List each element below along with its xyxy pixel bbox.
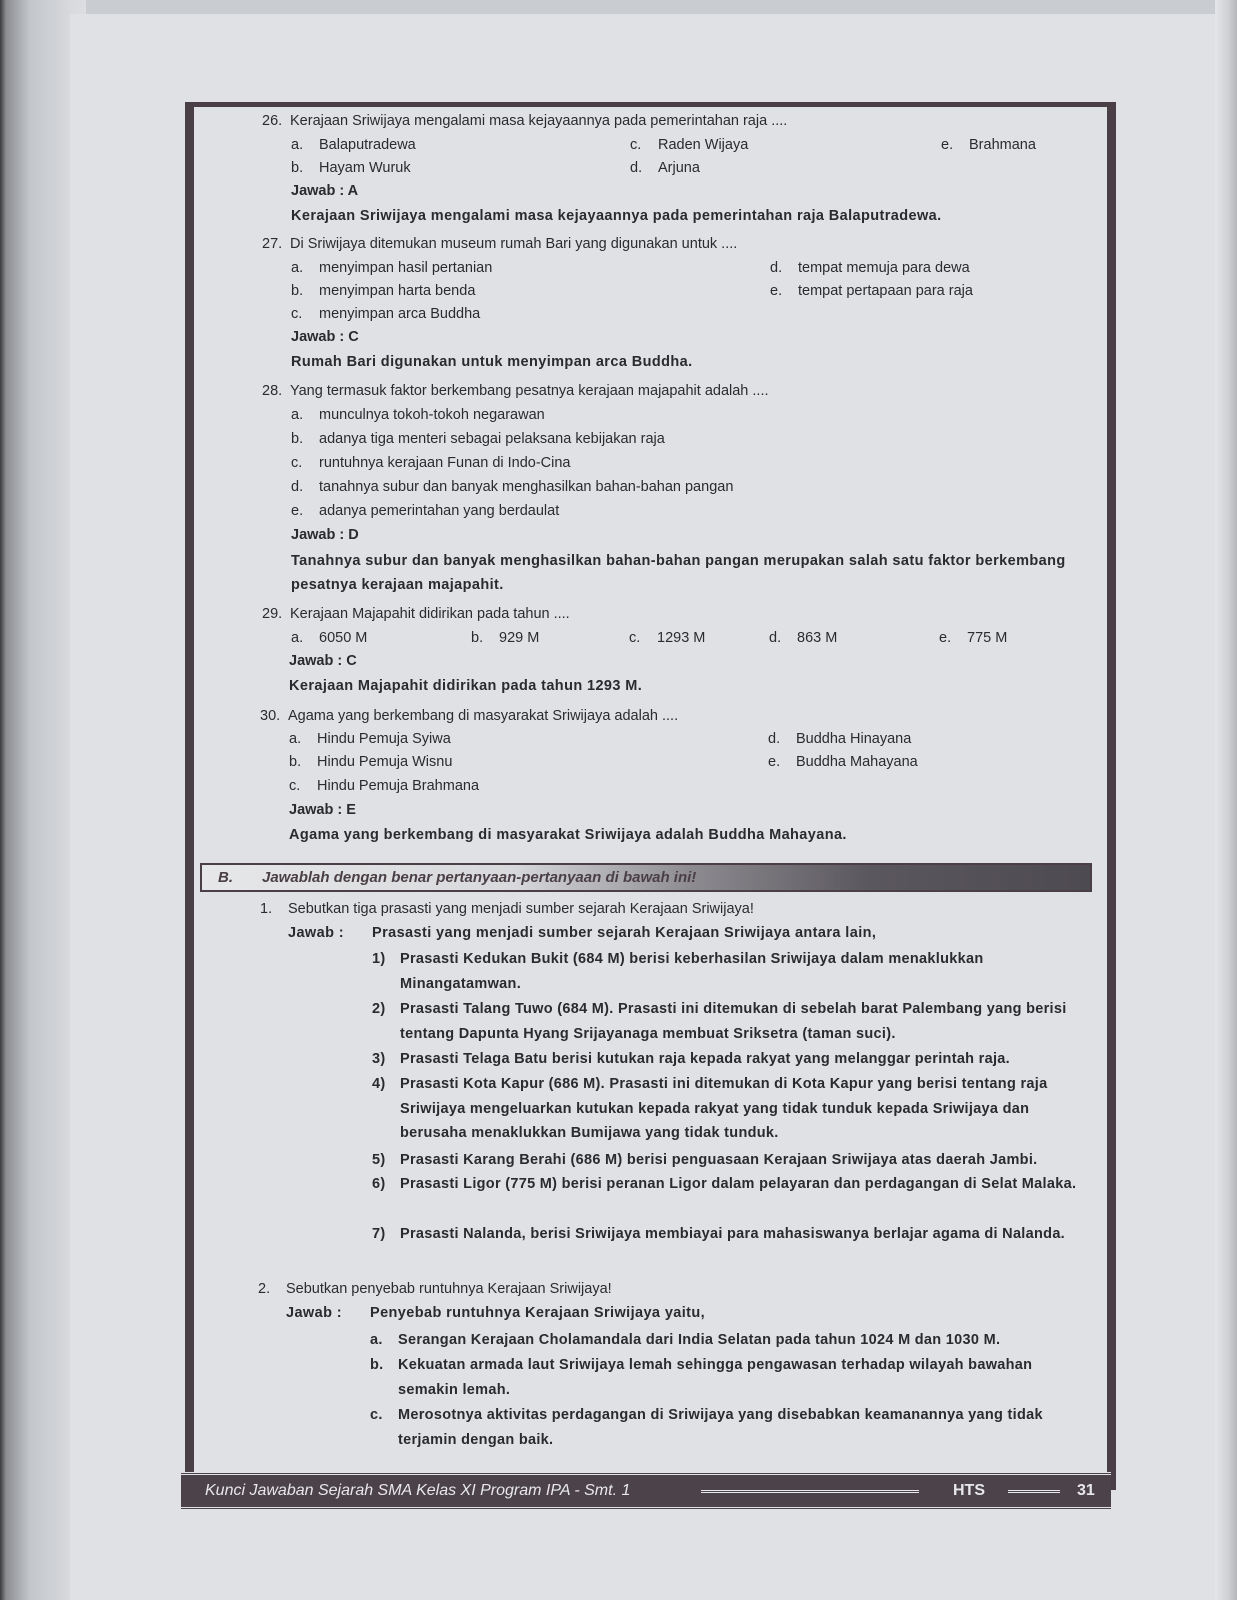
page-right-edge: [1215, 0, 1237, 1600]
option-text: menyimpan arca Buddha: [319, 306, 481, 322]
list-item-text: Prasasti Kota Kapur (686 M). Prasasti ini ditemukan di Kota Kapur yang berisi tentang raja Sriwijaya mengeluarkan kutukan kepada rakyat yang tidak tunduk kepada Sriwijaya dan berusaha menaklukkan Bumijawa yang tidak tunduk.: [400, 1076, 1048, 1141]
essay-question-2: [258, 1278, 612, 1301]
list-item-number: 4): [372, 1076, 386, 1092]
option-letter: a.: [289, 731, 302, 747]
list-item-number: b.: [370, 1357, 384, 1373]
option-text: Buddha Mahayana: [796, 754, 918, 770]
list-item-text: Prasasti Nalanda, berisi Sriwijaya membiayai para mahasiswanya berlajar agama di Nalanda.: [400, 1226, 1066, 1242]
list-item: [372, 947, 1094, 996]
list-item: [372, 1047, 1094, 1072]
answer-explanation: Tanahnya subur dan banyak menghasilkan bahan-bahan pangan merupakan salah satu faktor berkembang pesatnya kerajaan majapahit.: [291, 553, 1066, 593]
option-text: Hindu Pemuja Wisnu: [317, 754, 453, 770]
option-text: tempat pertapaan para raja: [798, 283, 973, 299]
list-item-text: Prasasti Telaga Batu berisi kutukan raja kepada rakyat yang melanggar perintah raja.: [400, 1051, 1010, 1067]
option-letter: b.: [289, 754, 302, 770]
footer-rule: [701, 1490, 919, 1493]
section-b-header: [200, 863, 1092, 892]
option-text: Brahmana: [969, 137, 1036, 153]
option-letter: d.: [768, 731, 781, 747]
option-text: tanahnya subur dan banyak menghasilkan bahan-bahan pangan: [319, 479, 734, 495]
option-letter: d.: [769, 630, 782, 646]
option-text: runtuhnya kerajaan Funan di Indo-Cina: [319, 455, 571, 471]
answer-key: Jawab : D: [291, 527, 359, 543]
option: [291, 476, 733, 499]
option: [629, 627, 705, 650]
option: [768, 751, 918, 774]
list-item-text: Prasasti Talang Tuwo (684 M). Prasasti ini ditemukan di sebelah barat Palembang yang berisi tentang Dapunta Hyang Srijayanaga membuat Sriksetra (taman suci).: [400, 1001, 1067, 1042]
option-letter: e.: [770, 283, 783, 299]
section-title: Jawablah dengan benar pertanyaan-pertanyaan di bawah ini!: [262, 869, 697, 886]
list-item: [372, 1148, 1094, 1173]
option-letter: e.: [941, 137, 954, 153]
option: [768, 728, 911, 751]
list-item-number: 1): [372, 951, 386, 967]
option: [939, 627, 1007, 650]
list-item: [370, 1328, 1092, 1353]
option-letter: b.: [471, 630, 484, 646]
option-letter: b.: [291, 431, 304, 447]
option-text: Raden Wijaya: [658, 137, 749, 153]
footer-book-title: Kunci Jawaban Sejarah SMA Kelas XI Program IPA - Smt. 1: [205, 1482, 631, 1499]
option-letter: c.: [289, 778, 301, 794]
answer-explanation: Kerajaan Majapahit didirikan pada tahun 1293 M.: [289, 678, 643, 694]
essay-question-1: [260, 898, 754, 921]
question-text: Kerajaan Majapahit didirikan pada tahun ....: [290, 606, 570, 622]
option-letter: d.: [770, 260, 783, 276]
answer-key: Jawab : E: [289, 802, 356, 818]
page-footer: [181, 1472, 1111, 1510]
option-letter: b.: [291, 160, 304, 176]
option: [291, 134, 416, 157]
question-28: [262, 380, 769, 403]
section-letter: B.: [218, 869, 233, 886]
question-text: Agama yang berkembang di masyarakat Sriwijaya adalah ....: [288, 708, 679, 724]
question-number: 29.: [262, 606, 283, 622]
question-number: 28.: [262, 383, 283, 399]
option: [291, 157, 411, 180]
list-item-text: Serangan Kerajaan Cholamandala dari India Selatan pada tahun 1024 M dan 1030 M.: [398, 1332, 1001, 1348]
option-text: 863 M: [797, 630, 838, 646]
question-number: 2.: [258, 1281, 271, 1297]
question-text: Sebutkan penyebab runtuhnya Kerajaan Sriwijaya!: [286, 1281, 612, 1297]
option-text: 929 M: [499, 630, 540, 646]
list-item-text: Prasasti Ligor (775 M) berisi peranan Ligor dalam pelayaran dan perdagangan di Selat Malaka.: [400, 1176, 1077, 1192]
list-item-text: Kekuatan armada laut Sriwijaya lemah sehingga pengawasan terhadap wilayah bawahan semakin lemah.: [398, 1357, 1033, 1398]
question-number: 1.: [260, 901, 273, 917]
footer-brand: HTS: [953, 1482, 985, 1499]
option: [289, 775, 479, 798]
option-letter: e.: [768, 754, 781, 770]
option: [291, 500, 559, 523]
option-text: tempat memuja para dewa: [798, 260, 970, 276]
option-letter: a.: [291, 630, 304, 646]
option-text: adanya tiga menteri sebagai pelaksana kebijakan raja: [319, 431, 665, 447]
answer-label: Jawab :: [288, 925, 344, 941]
option-text: adanya pemerintahan yang berdaulat: [319, 503, 560, 519]
option: [941, 134, 1036, 157]
option-text: Hayam Wuruk: [319, 160, 411, 176]
list-item-number: a.: [370, 1332, 383, 1348]
question-text: Sebutkan tiga prasasti yang menjadi sumber sejarah Kerajaan Sriwijaya!: [288, 901, 754, 917]
option: [769, 627, 837, 650]
option: [630, 134, 748, 157]
answer-key: Jawab : C: [289, 653, 357, 669]
question-number: 27.: [262, 236, 283, 252]
option-letter: a.: [291, 407, 304, 423]
list-item-number: 5): [372, 1152, 386, 1168]
question-number: 26.: [262, 113, 283, 129]
option-text: Buddha Hinayana: [796, 731, 912, 747]
option-letter: c.: [291, 306, 303, 322]
option-text: menyimpan harta benda: [319, 283, 476, 299]
option-letter: a.: [291, 260, 304, 276]
option-letter: e.: [939, 630, 952, 646]
option-text: 6050 M: [319, 630, 368, 646]
option: [289, 751, 452, 774]
question-text: Kerajaan Sriwijaya mengalami masa kejayaannya pada pemerintahan raja ....: [290, 113, 788, 129]
option: [289, 728, 451, 751]
option-letter: d.: [291, 479, 304, 495]
option: [770, 280, 973, 303]
answer-label: Jawab :: [286, 1305, 342, 1321]
question-number: 30.: [260, 708, 281, 724]
list-item: [372, 1172, 1094, 1221]
option: [630, 157, 700, 180]
list-item-number: 2): [372, 1001, 386, 1017]
option: [291, 627, 367, 650]
list-item: [372, 1222, 1094, 1271]
question-29: [262, 603, 570, 626]
list-item-number: 6): [372, 1176, 386, 1192]
question-27: [262, 233, 737, 256]
option-letter: a.: [291, 137, 304, 153]
option-letter: e.: [291, 503, 304, 519]
option: [291, 257, 492, 280]
option-text: menyimpan hasil pertanian: [319, 260, 493, 276]
option-letter: c.: [629, 630, 641, 646]
option-letter: b.: [291, 283, 304, 299]
option-text: 1293 M: [657, 630, 706, 646]
footer-rule: [1008, 1490, 1060, 1493]
option-text: Hindu Pemuja Brahmana: [317, 778, 480, 794]
option-letter: c.: [291, 455, 303, 471]
list-item-number: c.: [370, 1407, 383, 1423]
answer-explanation: Kerajaan Sriwijaya mengalami masa kejayaannya pada pemerintahan raja Balaputradewa.: [291, 208, 942, 224]
answer-key: Jawab : A: [291, 183, 359, 199]
option-text: munculnya tokoh-tokoh negarawan: [319, 407, 545, 423]
option: [291, 428, 665, 451]
answer-explanation: Rumah Bari digunakan untuk menyimpan arca Buddha.: [291, 354, 693, 370]
option-text: Hindu Pemuja Syiwa: [317, 731, 451, 747]
list-item-number: 7): [372, 1226, 386, 1242]
option: [291, 303, 480, 326]
option-letter: d.: [630, 160, 643, 176]
list-item: [372, 1072, 1094, 1146]
page-number: 31: [1077, 1482, 1095, 1499]
list-item: [370, 1403, 1092, 1452]
list-item-number: 3): [372, 1051, 386, 1067]
question-text: Yang termasuk faktor berkembang pesatnya kerajaan majapahit adalah ....: [290, 383, 769, 399]
list-item: [370, 1353, 1092, 1402]
question-text: Di Sriwijaya ditemukan museum rumah Bari yang digunakan untuk ....: [290, 236, 738, 252]
option: [770, 257, 970, 280]
option: [291, 452, 571, 475]
option: [291, 404, 545, 427]
option: [291, 280, 475, 303]
answer-intro: Penyebab runtuhnya Kerajaan Sriwijaya yaitu,: [370, 1305, 706, 1321]
option-letter: c.: [630, 137, 642, 153]
question-26: [262, 110, 787, 133]
option: [471, 627, 539, 650]
option-text: Balaputradewa: [319, 137, 416, 153]
list-item-text: Prasasti Karang Berahi (686 M) berisi penguasaan Kerajaan Sriwijaya atas daerah Jambi.: [400, 1152, 1038, 1168]
option-text: 775 M: [967, 630, 1008, 646]
question-30: [260, 705, 678, 728]
list-item: [372, 997, 1094, 1046]
answer-key: Jawab : C: [291, 329, 359, 345]
answer-intro: Prasasti yang menjadi sumber sejarah Kerajaan Sriwijaya antara lain,: [372, 925, 877, 941]
answer-explanation: Agama yang berkembang di masyarakat Sriwijaya adalah Buddha Mahayana.: [289, 827, 847, 843]
option-text: Arjuna: [658, 160, 700, 176]
list-item-text: Merosotnya aktivitas perdagangan di Sriwijaya yang disebabkan keamanannya yang tidak terjamin dengan baik.: [398, 1407, 1043, 1448]
list-item-text: Prasasti Kedukan Bukit (684 M) berisi keberhasilan Sriwijaya dalam menaklukkan Minangatamwan.: [400, 951, 984, 992]
